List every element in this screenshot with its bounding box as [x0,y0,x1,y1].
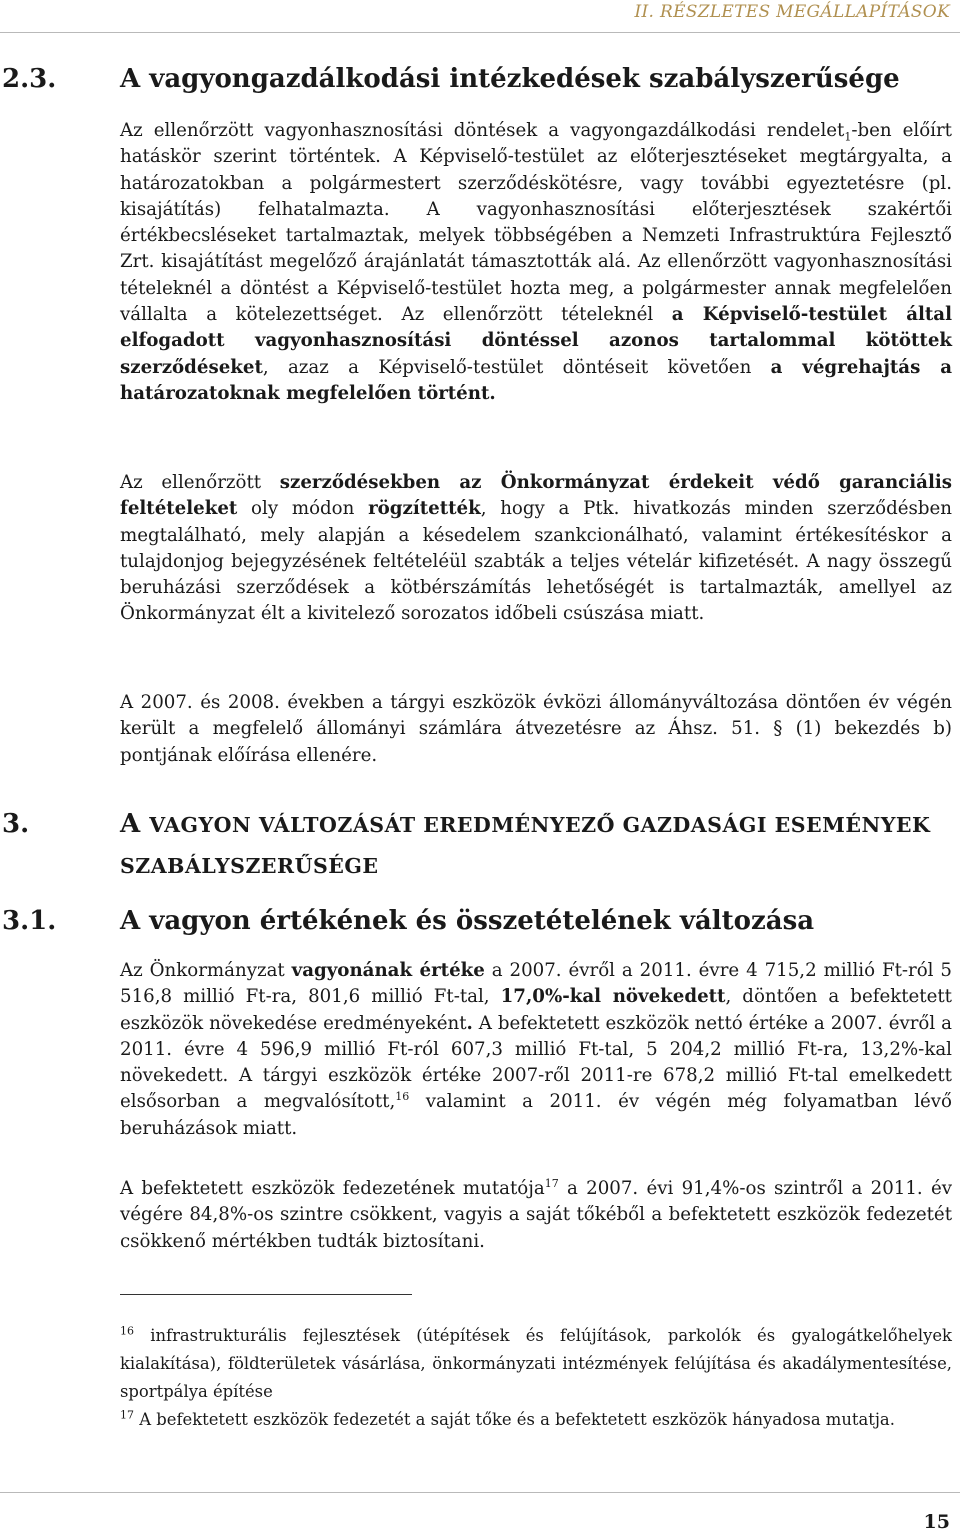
paragraph-asset-value-change [120,958,952,1142]
section-title-3-line1: VAGYON VÁLTOZÁSÁT EREDMÉNYEZŐ GAZDASÁGI ESEMÉNYEK [149,813,931,837]
section-number-2-3: 2.3. [2,64,57,94]
p4-text-1: Az Önkormányzat [120,960,292,981]
footnote-divider [120,1294,412,1295]
paragraph-coverage-ratio [120,1176,952,1255]
p4-bold-1: vagyonának értéke [291,960,485,981]
p4-text-5: valamint a 2011. év végén még folyamatban lévő beruházások miatt. [120,1091,953,1139]
p1-subscript: 1 [844,130,852,144]
p1-bold-2: a végrehajtás a határozatoknak megfelelően történt. [120,356,952,404]
p2-text-2: oly módon [237,498,369,520]
footnote-ref-17[interactable]: 17 [544,1176,559,1190]
p2-text-3: , hogy a Ptk. hivatkozás minden szerződésben megtalálható, mely alapján a késedelem szankcionálható, valamint értékesítéskor a tulajdonjog bejegyzésének feltételéül szabták a teljes vételár kifizetését. A nagy összegű beruházási szerződések a kötbérszámítás lehetőségét is tartalmazták, amellyel az Önkormányzat élt a kivitelező sorozatos időbeli csúszása miatt. [120,498,952,625]
p2-text-1: Az ellenőrzött [120,472,280,493]
section-title-2-3: A vagyongazdálkodási intézkedések szabályszerűsége [120,64,900,94]
p3-text: A 2007. és 2008. években a tárgyi eszközök évközi állományváltozása döntően év végén került a megfelelő állományi számlára átvezetésre az Áhsz. 51. § (1) bekezdés b) pontjának előírása ellenére. [120,692,952,766]
p2-bold-1: szerződésekben az Önkormányzat érdekeit védő garanciális feltételeket [120,472,952,520]
footnote-text-16: infrastrukturális fejlesztések (útépítések és felújítások, parkolók és gyalogátkelőhelyek kialakítása), földterületek vásárlása, önkormányzati intézmények felújítása és akadálymentesítése, sportpálya építése [120,1326,952,1401]
p1-text-2: -ben előírt hatáskör szerint történtek. A Képviselő-testület az előterjesztéseket megtárgyalta, a határozatokban a polgármestert szerződéskötésre, vagy további egyeztetésre (pl. kisajátítás) felhatalmazta. A vagyonhasznosítási előterjesztések szakértői értékbecsléseket tartalmaztak, melyek többségében a Nemzeti Infrastruktúra Fejlesztő Zrt. kisajátítást megelőző árajánlatát támasztották alá. Az ellenőrzött vagyonhasznosítási tételeknél a döntést a Képviselő-testület hozta meg, a polgármester annak megfelelően vállalta a kötelezettséget. Az ellenőrzött tételeknél [120,120,952,326]
p4-text-3: , döntően a befektetett eszközök növekedése eredményeként [120,986,952,1034]
section-title-3 [120,804,930,886]
header-divider [0,32,960,33]
p1-text-1: Az ellenőrzött vagyonhasznosítási döntések a vagyongazdálkodási rendelet [120,120,845,141]
footnote-mark-17: 17 [120,1408,134,1422]
footer-divider [0,1492,960,1493]
page-number: 15 [923,1511,950,1533]
footnote-mark-16: 16 [120,1324,134,1338]
section-title-3-1: A vagyon értékének és összetételének változása [120,906,815,936]
p5-text-1: A befektetett eszközök fedezetének mutatója [120,1178,545,1199]
section-number-3: 3. [2,809,30,839]
p4-text-4: A befektetett eszközök nettó értéke a 2007. évről a 2011. évre 4 596,9 millió Ft-ról 607,3 millió Ft-tal, 5 204,2 millió Ft-ra, 13,2%-kal növekedett. A tárgyi eszközök értéke 2007-ről 2011-re 678,2 millió Ft-tal emelkedett elsősorban a megvalósított, [120,1012,952,1113]
section-title-3-initial: A [120,809,141,839]
p1-bold-1: a Képviselő-testület által elfogadott vagyonhasznosítási döntéssel azonos tartalommal kötöttek szerződéseket [120,304,952,378]
p1-text-3: , azaz a Képviselő-testület döntéseit követően [262,356,771,378]
p4-text-2: a 2007. évről a 2011. évre 4 715,2 millió Ft-ról 5 516,8 millió Ft-ra, 801,6 millió Ft-tal, [120,960,952,1008]
footnote-text-17: A befektetett eszközök fedezetét a saját tőke és a befektetett eszközök hányadosa mutatja. [134,1410,895,1429]
section-number-3-1: 3.1. [2,906,57,936]
p4-bold-3: . [466,1012,473,1034]
footnote-17 [120,1406,952,1434]
footnote-16 [120,1322,952,1406]
p5-text-2: a 2007. évi 91,4%-os szintről a 2011. év végére 84,8%-os szintre csökkent, vagyis a saját tőkéből a befektetett eszközök fedezetét csökkenő mértékben tudták biztosítani. [120,1178,952,1252]
section-title-3-line2: SZABÁLYSZERŰSÉGE [120,854,379,878]
p2-bold-2: rögzítették [368,498,481,520]
paragraph-asset-transfers [120,690,952,769]
running-header: II. RÉSZLETES MEGÁLLAPÍTÁSOK [634,2,950,22]
footnote-ref-16[interactable]: 16 [395,1090,410,1104]
paragraph-contract-guarantees [120,470,952,628]
p4-bold-2: 17,0%-kal növekedett [500,986,726,1008]
paragraph-asset-decisions [120,118,952,407]
